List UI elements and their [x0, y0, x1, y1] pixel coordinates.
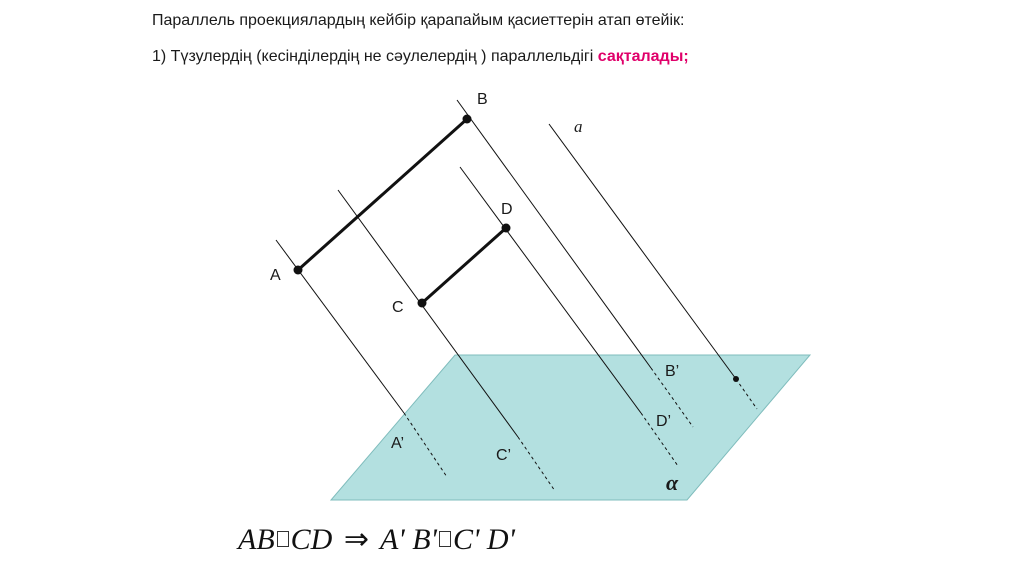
- intro-text: Параллель проекциялардың кейбір қарапайым қасиеттерін атап өтейік:: [152, 12, 685, 29]
- label-c: C: [392, 299, 404, 316]
- line-a: [549, 124, 736, 379]
- point-c: [418, 299, 427, 308]
- label-b-proj: B’: [665, 363, 680, 380]
- parallel-symbol-box-2: [439, 531, 451, 547]
- point-b: [463, 115, 472, 124]
- projection-line-a: [276, 240, 404, 413]
- plane-alpha: [331, 355, 810, 500]
- label-line-a: a: [574, 117, 583, 136]
- parallel-formula: [238, 522, 515, 557]
- segment-cd: [422, 228, 506, 303]
- implies-symbol: ⇒: [343, 523, 369, 556]
- label-b: B: [477, 91, 488, 108]
- point-d: [502, 224, 511, 233]
- formula-right: A' B': [379, 523, 437, 556]
- label-plane-alpha: α: [666, 470, 679, 495]
- label-a: A: [270, 267, 281, 284]
- label-d: D: [501, 201, 513, 218]
- projection-line-b: [457, 100, 651, 368]
- property-statement: 1) Түзулердің (кесінділердің не сәулелердің ) параллельдігі: [152, 48, 598, 65]
- label-a-proj: A’: [391, 435, 405, 452]
- formula-right2: C' D': [452, 523, 515, 556]
- label-d-proj: D’: [656, 413, 672, 430]
- label-c-proj: C’: [496, 447, 512, 464]
- formula-left: AB: [238, 523, 275, 556]
- segment-ab: [298, 119, 467, 270]
- point-a: [294, 266, 303, 275]
- property-highlight: сақталады;: [597, 48, 689, 65]
- parallel-symbol-box: [277, 531, 289, 547]
- line-a-intersection-point: [733, 376, 739, 382]
- formula-left2: CD: [290, 523, 333, 556]
